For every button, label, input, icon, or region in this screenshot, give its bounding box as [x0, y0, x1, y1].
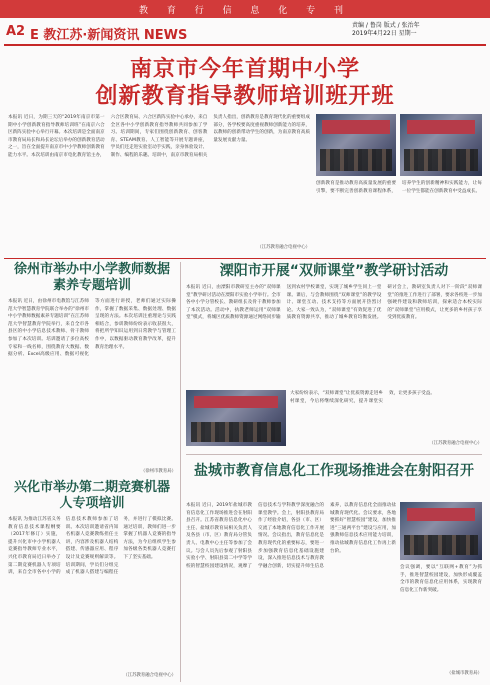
- a2-title: 溧阳市开展“双师课堂”教学研讨活动: [219, 263, 449, 279]
- masthead-bar: [0, 0, 490, 18]
- column-title: 教 育 行 信 息 化 专 刊: [138, 6, 352, 16]
- a3-article: [8, 516, 176, 680]
- lead-photo: [316, 114, 396, 176]
- lead-article-cont: 创新教育是推动教育高质量发展的重要引擎，要不断完善创新教育课程体系，培养学生的创新精神和实践能力，让每一位学生都能在创新教育中受益成长。: [316, 181, 482, 194]
- header-rule: [4, 44, 486, 46]
- a4-source: （盐城市教育局）: [446, 671, 482, 676]
- a2-article: [186, 284, 482, 388]
- page-number: A2: [6, 24, 26, 39]
- a2-source: （江苏教育融合电视中心）: [429, 441, 482, 446]
- lead-article: [8, 114, 310, 252]
- a1-article: [8, 298, 176, 476]
- lead-title-2: 创新教育指导教师培训班开班: [95, 84, 395, 109]
- a3-title: 兴化市举办第二期竞赛机器人专项培训: [13, 480, 170, 511]
- a2-body: 本报讯 近日，由溧阳市教研室主办的“双师课堂”教学研讨活动在溧阳市实验小学举行。全市各中小学分管校长、教研组长及骨干教师参加了本次活动。活动中，执教老师运用“双师课堂”模式，将城区优质教师资源通过网络同步输送到农村学校课堂，实现了城乡学生同上一堂课。课后，与会教师围绕“双师课堂”的教学设计、课堂互动、技术支持等方面展开热烈讨论。大家一致认为，“双师课堂”有效促进了优质教育资源共享，推动了城乡教育均衡发展。研讨会上，教研室负责人对下一阶段“双师课堂”的推进工作进行了部署，要求各校进一步加强硬件建设和教师培训，探索适合本校实际的“双师课堂”应用模式，让更多的乡村孩子享受到优质教育。: [186, 285, 482, 321]
- a3-body: 本报讯 为推动江苏省义务教育信息技术课程纲要（2017年修订）实施，提升兴化市中小学机器人竞赛指导教师专业水平，兴化市教育局近日举办了第二期竞赛机器人专项培训，来自全市各中小学的信息技术教师参加了培训。本次培训邀请省内知名机器人竞赛教练担任主讲，内容涉及机器人结构搭建、传感器应用、程序设计及竞赛规则解读等。培训期间，学员们分组完成了机器人搭建与编程任务，并进行了模拟比赛。通过培训，教师们进一步掌握了机器人竞赛的指导方法，为今后组织学生参加各级各类机器人竞赛打下了坚实基础。: [8, 517, 176, 576]
- masthead-row: [0, 22, 490, 42]
- a4-title: 盐城市教育信息化工作现场推进会在射阳召开: [194, 463, 474, 479]
- section-rule: [4, 258, 486, 259]
- lead-body: 本报讯 近日，为期三天的“2019年南京市第一期中小学创新教育指导教师培训班”在南京六合区新阵实验中心举行开幕。本次培训是全面南京市教育局局长和局长论坛后举办的创新教育活动之一，旨在全面提升南京市中小学教师创新教育能力水平。本次培训由南京市电化教育馆主办，六合区教育局、六合区新阵实验中心承办，来自全区各中小学创新教育指导教师共同参加了学习。培训期间，专家们围绕创新教育、创客教育、STEAM教育、人工智能等开展专题讲座，学员们还走进实验室动手实践，亲身体验设计、制作、编程的乐趣。培训中，南京市教育局相关负责人指出，创新教育是教育现代化的重要组成部分，各学校要高度重视教师创新能力的培养，以教师的创新带动学生的创新，为南京教育高质量发展贡献力量。: [8, 115, 310, 158]
- a4-article: [186, 502, 396, 680]
- a3-source: （江苏教育融合电视中心）: [123, 673, 176, 678]
- lead-photo-2: [400, 114, 482, 176]
- a4-photo: [400, 502, 482, 560]
- a1-body: 本报讯 近日，由徐州市电教馆与江苏师范大学智慧教育学院联合举办的“徐州市中小学教师数据素养专题培训”在江苏师范大学智慧教育学院举行，来自全市各县区的中小学信息技术教师、骨干教师参加了本次培训。培训邀请了多位高校专家和一线名师，围绕教育大数据、数据分析、Excel高级应用、数据可视化等方面进行讲授，老师们通过实际操作，掌握了数据采集、数据处理、数据呈现的方法。本次培训注重理论与实践相结合，参训教师纷纷表示收获很大，将把所学知识运用到日常教学与管理工作中，以数据驱动教育教学改革，提升教育治理水平。: [8, 299, 176, 358]
- a1-title: 徐州市举办中小学教师数据素养专题培训: [13, 262, 170, 293]
- a4-body: 本报讯 近日，2019年盐城市教育信息化工作现场推进会在射阳县召开。江苏省教育信息化中心主任、盐城市教育局相关负责人及各县（市、区）教育局分管负责人、电教中心主任等参加了会议。与会人员先后参观了射阳县实验小学、射阳县第二中学等学校的智慧校园建设情况，观摩了信息技术与学科教学深度融合的课堂教学。会上，射阳县教育局作了经验介绍，各县（市、区）交流了本地教育信息化工作开展情况。会议指出，教育信息化是教育现代化的重要标志，要进一步加强教育信息化基础设施建设，深入推进信息技术与教育教学融合创新，切实提升师生信息素养，以教育信息化全面推动盐城教育现代化。会议要求，各地要抓好“智慧校园”建设，加快推进“三通两平台”建设与应用，加强教师信息技术应用能力培训，推动盐城教育信息化工作再上新台阶。: [186, 503, 396, 569]
- a2-photo: [186, 390, 286, 446]
- a2-article-cont: 大家纷纷表示，“双师课堂”让优质资源走进乡村课堂，今后将继续深化研究，提升课堂实效，让更多孩子受益。 （江苏教育融合电视中心）: [290, 391, 482, 446]
- issue-meta: [352, 22, 482, 38]
- lead-title-1: 南京市今年首期中小学: [129, 57, 360, 82]
- date-line: 2019年4月22日 星期一: [352, 30, 417, 37]
- a1-source: （徐州市教育局）: [140, 469, 176, 474]
- editor-line: 责编 / 鲁岗 版式 / 张治年: [352, 22, 420, 29]
- lead-source: （江苏教育融合电视中心）: [257, 245, 310, 250]
- a4-article-cont: 会议强调，要以“互联网+教育”为抓手，推进智慧校园建设，加快形成覆盖全市的教育信息化应用体系，实现教育信息化工作新突破。 （盐城市教育局）: [400, 565, 482, 676]
- brand-title: E 教江苏·新闻资讯 NEWS: [30, 28, 188, 43]
